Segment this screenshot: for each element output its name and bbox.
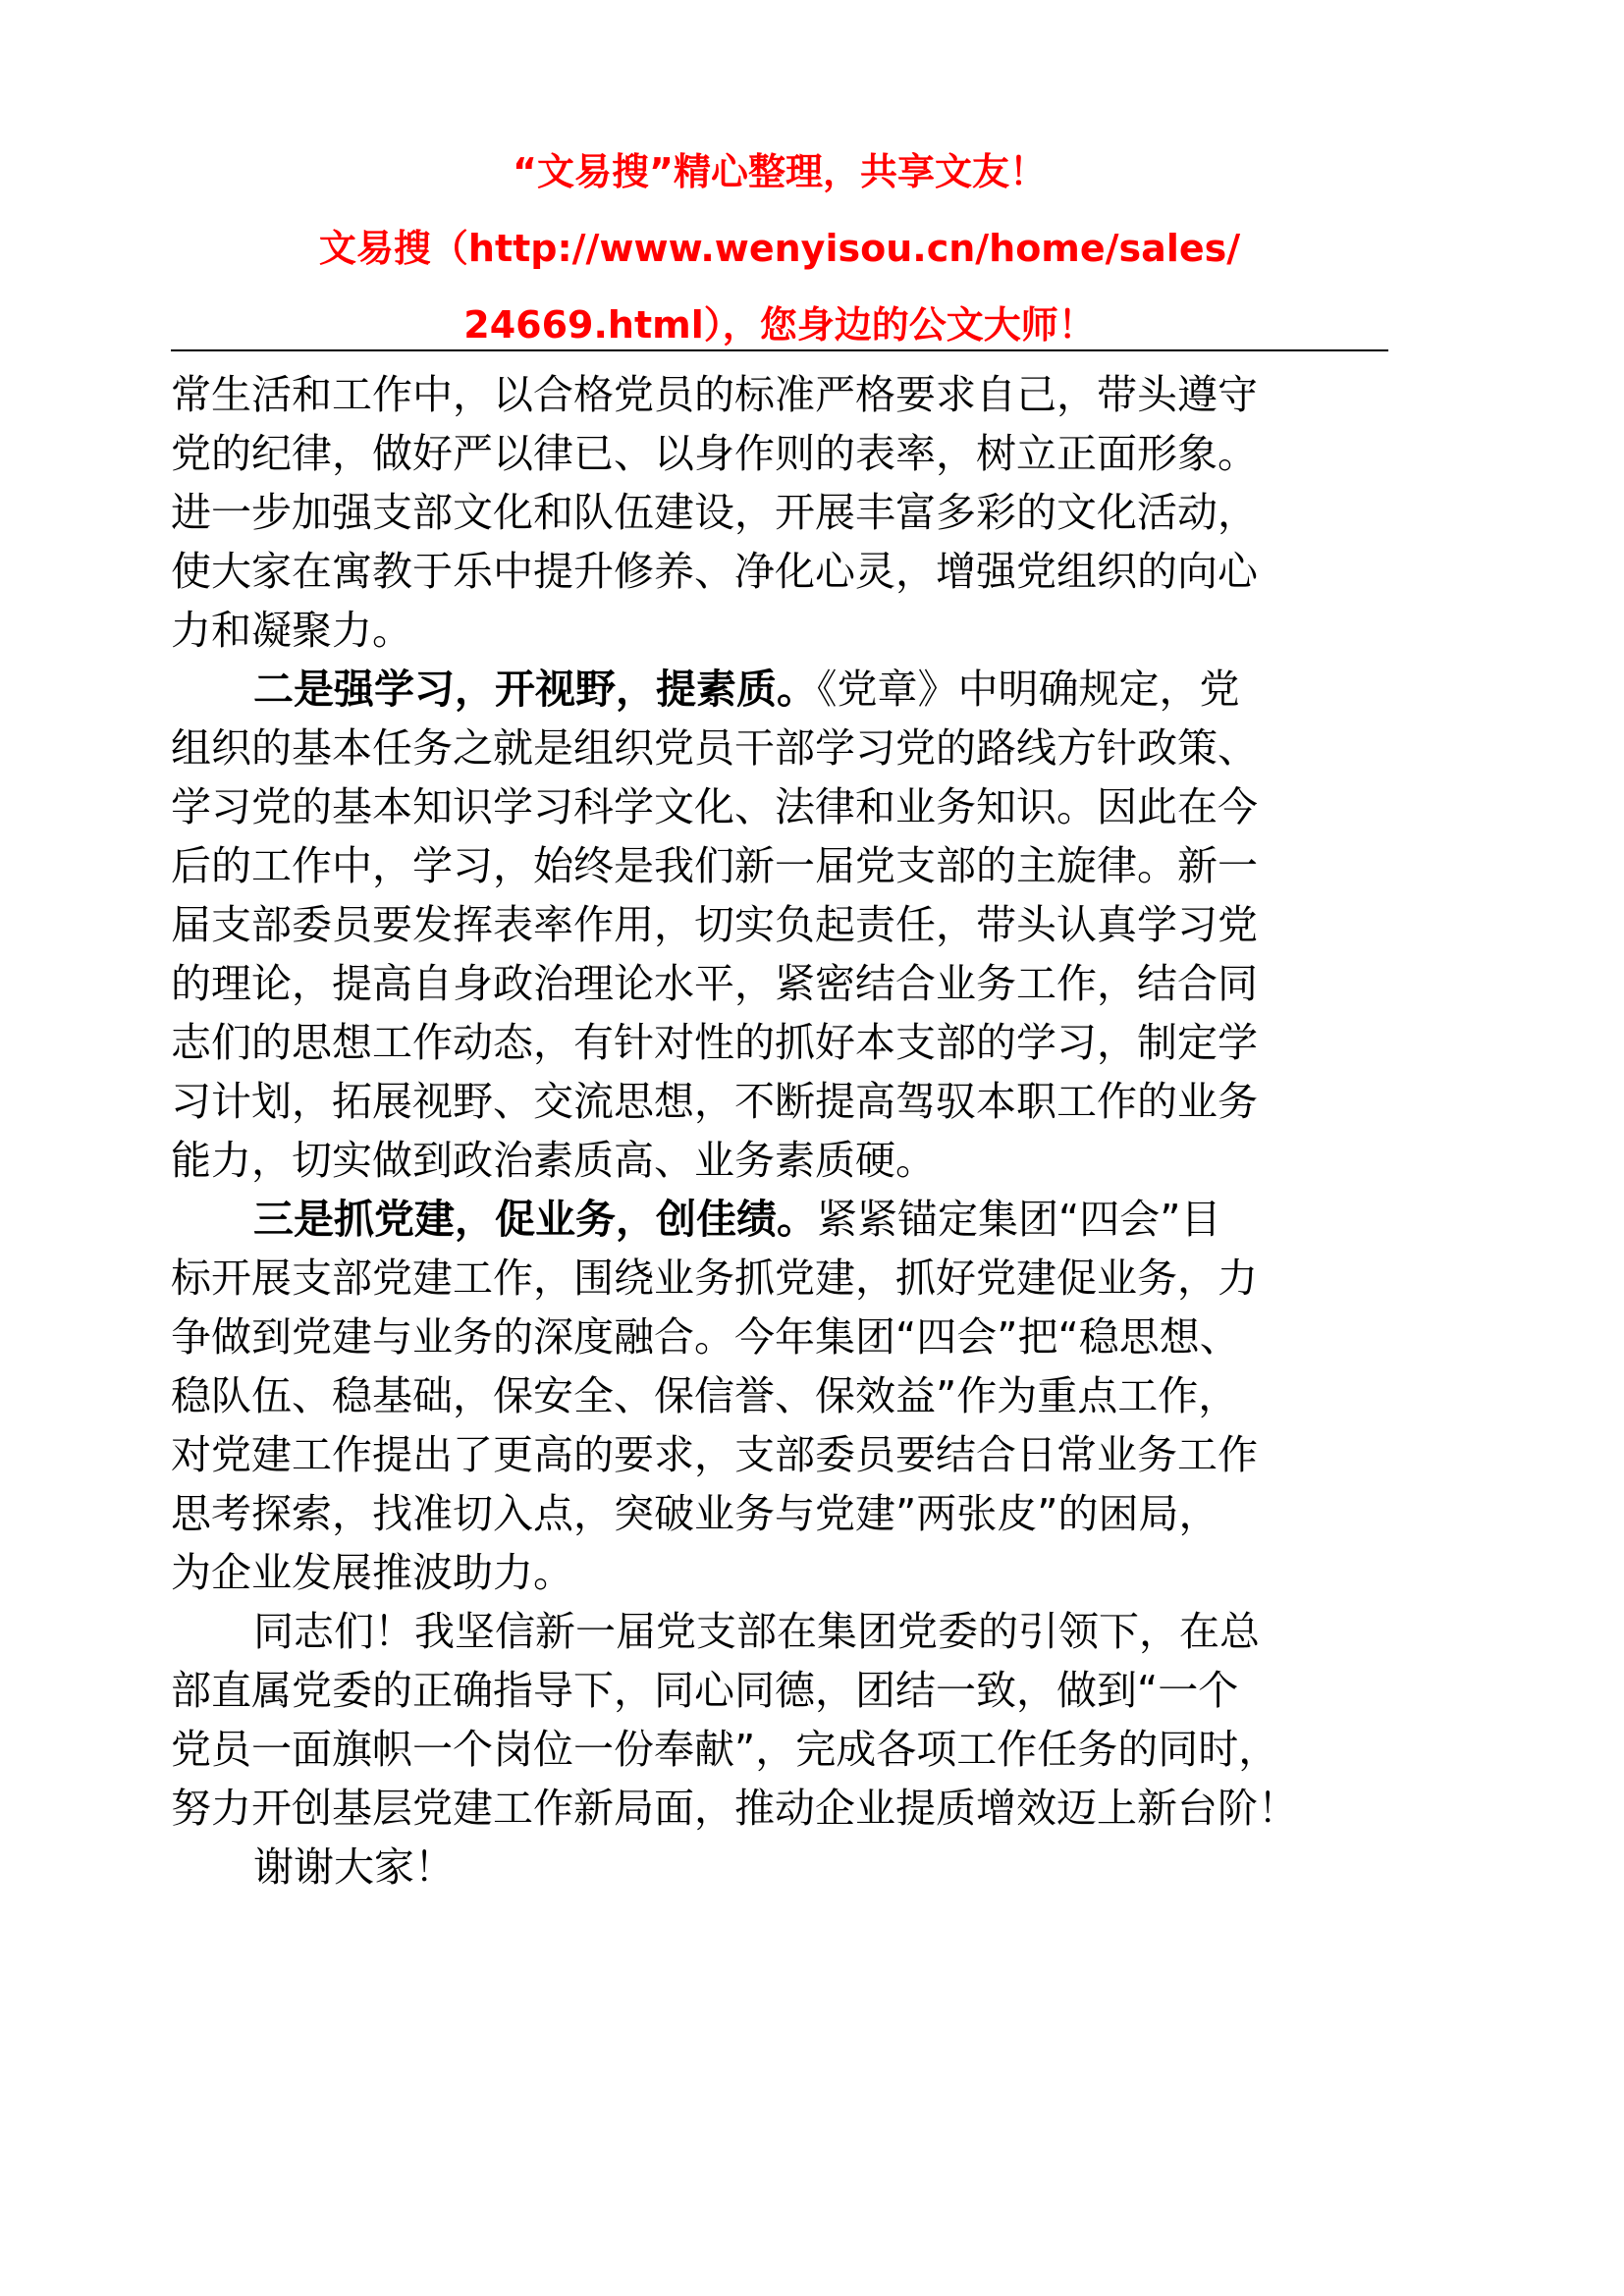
text-line: 党员一面旗帜一个岗位一份奉献”，完成各项工作任务的同时， [171, 1726, 1279, 1773]
text-line: 进一步加强支部文化和队伍建设，开展丰富多彩的文化活动， [171, 489, 1258, 536]
text-line: 争做到党建与业务的深度融合。今年集团“四会”把“稳思想、 [171, 1313, 1240, 1361]
header-line-1: “文易搜”精心整理，共享文友！ [513, 150, 1047, 193]
text-run: 《党章》中明确规定，党 [817, 666, 1240, 713]
text-run: 紧紧锚定集团“四会”目 [817, 1196, 1221, 1243]
text-line: 努力开创基层党建工作新局面，推动企业提质增效迈上新台阶！ [171, 1785, 1298, 1832]
watermark-header [171, 133, 1388, 363]
text-line: 力和凝聚力。 [171, 607, 412, 654]
header-line-3: 24669.html），您身边的公文大师！ [463, 303, 1096, 347]
header-divider [171, 349, 1388, 351]
text-line: 志们的思想工作动态，有针对性的抓好本支部的学习，制定学 [171, 1019, 1258, 1066]
text-line: 标开展支部党建工作，围绕业务抓党建，抓好党建促业务，力 [171, 1255, 1258, 1302]
text-line: 学习党的基本知识学习科学文化、法律和业务知识。因此在今 [171, 783, 1258, 830]
text-line: 为企业发展推波助力。 [171, 1549, 573, 1596]
text-line: 思考探索，找准切入点，突破业务与党建”两张皮”的困局， [171, 1490, 1219, 1537]
text-line: 能力，切实做到政治素质高、业务素质硬。 [171, 1137, 936, 1184]
paragraph-2 [171, 660, 1388, 1190]
header-line-2: 文易搜（http://www.wenyisou.cn/home/sales/ [318, 227, 1241, 270]
paragraph-heading: 三是抓党建，促业务，创佳绩。 [253, 1196, 817, 1243]
text-line: 的理论，提高自身政治理论水平，紧密结合业务工作，结合同 [171, 960, 1258, 1007]
text-line: 部直属党委的正确指导下，同心同德，团结一致，做到“一个 [171, 1667, 1239, 1714]
text-line: 届支部委员要发挥表率作用，切实负起责任，带头认真学习党 [171, 901, 1258, 948]
paragraph-3 [171, 1190, 1388, 1602]
paragraph-5 [171, 1838, 1388, 1896]
text-line: 稳队伍、稳基础，保安全、保信誉、保效益”作为重点工作， [171, 1372, 1239, 1419]
text-line: 常生活和工作中，以合格党员的标准严格要求自己，带头遵守 [171, 371, 1258, 418]
text-line [171, 660, 1388, 719]
text-line: 习计划，拓展视野、交流思想，不断提高驾驭本职工作的业务 [171, 1078, 1258, 1125]
text-line [171, 1190, 1388, 1249]
text-line: 使大家在寓教于乐中提升修养、净化心灵，增强党组织的向心 [171, 548, 1258, 595]
text-line: 同志们！我坚信新一届党支部在集团党委的引领下，在总 [253, 1608, 1260, 1655]
paragraph-1 [171, 365, 1388, 660]
closing-line: 谢谢大家！ [253, 1843, 455, 1891]
paragraph-heading: 二是强学习，开视野，提素质。 [253, 666, 817, 713]
text-line: 组织的基本任务之就是组织党员干部学习党的路线方针政策、 [171, 724, 1258, 772]
document-body [171, 365, 1388, 1896]
text-line: 后的工作中，学习，始终是我们新一届党支部的主旋律。新一 [171, 842, 1258, 889]
text-line: 对党建工作提出了更高的要求，支部委员要结合日常业务工作 [171, 1431, 1258, 1478]
text-line: 党的纪律，做好严以律已、以身作则的表率，树立正面形象。 [171, 430, 1258, 477]
paragraph-4 [171, 1602, 1388, 1838]
